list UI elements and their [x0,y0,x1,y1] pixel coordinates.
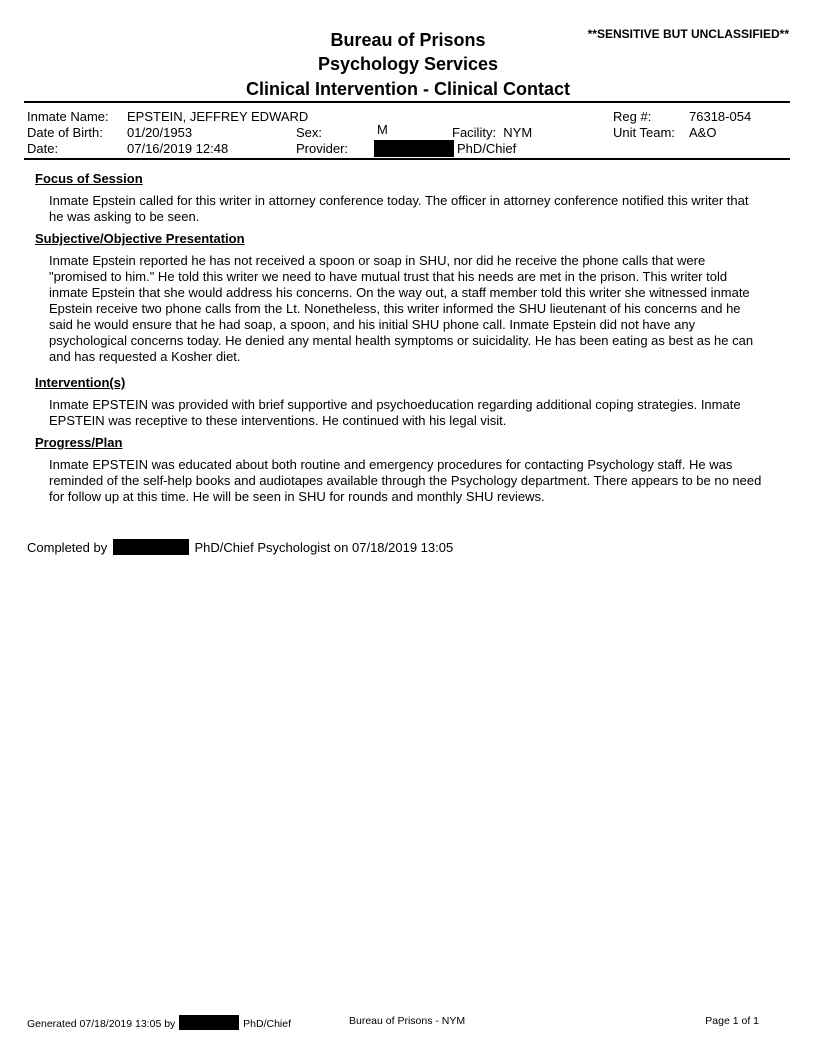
sex-label: Sex: [296,125,323,140]
completed-by-prefix: Completed by [27,540,108,555]
document-titles [0,28,816,101]
section-heading: Progress/Plan [35,435,123,450]
provider-name-redaction [374,140,454,157]
section-heading: Intervention(s) [35,375,126,390]
section-subjective-objective [35,231,765,365]
completed-by-line [27,539,453,556]
section-text: Inmate Epstein called for this writer in attorney conference today. The officer in attorney conference notified this writer that he was asking to be seen. [49,193,749,224]
facility-label: Facility: [452,125,497,140]
date-label: Date: [27,141,59,156]
provider-label: Provider: [296,141,349,156]
classification-marking: **SENSITIVE BUT UNCLASSIFIED** [587,27,789,41]
form-title: Clinical Intervention - Clinical Contact [245,79,571,99]
sex-value: M [377,122,388,137]
footer-generator-redaction [179,1015,239,1030]
completed-by-suffix: PhD/Chief Psychologist on 07/18/2019 13:05 [194,540,454,555]
reg-label: Reg #: [613,109,652,124]
footer-generated-title: PhD/Chief [243,1018,291,1030]
footer-page-number: Page 1 of 1 [705,1015,759,1027]
section-heading: Focus of Session [35,171,143,186]
footer-generated-prefix: Generated 07/18/2019 13:05 by [27,1018,176,1030]
dob-value: 01/20/1953 [127,125,193,140]
section-heading: Subjective/Objective Presentation [35,231,245,246]
section-text: Inmate EPSTEIN was educated about both routine and emergency procedures for contacting Psychology staff. He was reminded of the self-help books and audiotapes available through the Psychology department. There appears to be no need for follow up at this time. He will be seen in SHU for rounds and monthly SHU reviews. [49,457,762,504]
section-focus-of-session [35,171,765,225]
section-progress-plan [35,435,765,505]
date-value: 07/16/2019 12:48 [127,141,229,156]
facility-value: NYM [503,125,533,140]
reg-value: 76318-054 [689,109,752,124]
section-text: Inmate EPSTEIN was provided with brief supportive and psychoeducation regarding additional coping strategies. Inmate EPSTEIN was receptive to these interventions. He continued with his legal visit. [49,397,741,428]
header-top-rule [24,101,790,103]
section-text: Inmate Epstein reported he has not received a spoon or soap in SHU, nor did he receive the phone calls that were "promised to him." He told this writer we need to have mutual trust that his needs are met in the prison. This writer told inmate Epstein that she would address his concerns. On the way out, a staff member told this writer she witnessed inmate Epstein receive two phone calls from the Lt. Nonetheless, this writer informed the SHU lieutenant of his concerns and he said he would ensure that he had soap, a spoon, and his initial SHU phone call. Inmate Epstein did not have any psychological concerns today. He denied any mental health symptoms or suicidality. He has been eating as best as he can and has requested a Kosher diet. [49,253,754,364]
completed-by-redaction [113,539,189,555]
agency-title: Bureau of Prisons [330,30,486,50]
dob-label: Date of Birth: [27,125,103,140]
footer-facility: Bureau of Prisons - NYM [349,1015,466,1027]
unit-team-value: A&O [689,125,717,140]
facility-field [452,125,532,140]
footer-generated [27,1015,291,1031]
inmate-name-label: Inmate Name: [27,109,109,124]
unit-team-label: Unit Team: [613,125,675,140]
header-bottom-rule [24,158,790,160]
provider-title: PhD/Chief [457,141,517,156]
department-title: Psychology Services [317,54,499,74]
inmate-name-value: EPSTEIN, JEFFREY EDWARD [127,109,309,124]
section-interventions [35,375,765,429]
